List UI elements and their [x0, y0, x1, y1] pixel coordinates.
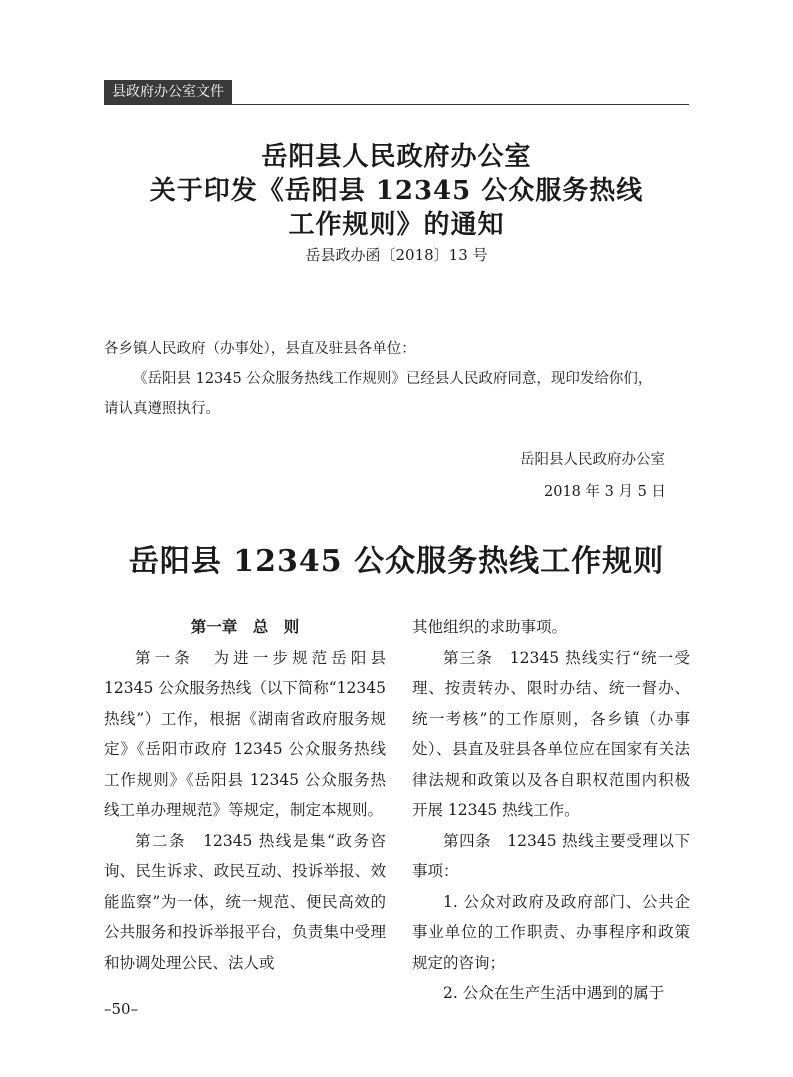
- page-number: –50–: [104, 1000, 139, 1018]
- article-2-continued: 其他组织的求助事项。: [412, 618, 568, 636]
- article-3: 第三条 12345 热线实行“统一受理、按责转办、限时办结、统一督办、统一考核”的工作原则，各乡镇（办事处）、县直及驻县各单位应在国家有关法律法规和政策以及各自职权范围内积极开展 12345 热线工作。: [412, 648, 690, 819]
- notice-title-line-1: 岳阳县人民政府办公室: [261, 142, 532, 172]
- article-4-item-1: 1. 公众对政府及政府部门、公共企事业单位的工作职责、办事程序和政策规定的咨询；: [412, 892, 690, 972]
- article-4: 第四条 12345 热线主要受理以下事项：: [412, 831, 690, 880]
- header-bar: [104, 80, 689, 106]
- article-4-item-2: 2. 公众在生产生活中遇到的属于: [443, 984, 665, 1002]
- document-number: 岳县政办函〔2018〕13 号: [305, 246, 488, 264]
- issue-date: 2018 年 3 月 5 日: [544, 484, 666, 500]
- section-label: 县政府办公室文件: [104, 80, 232, 104]
- rules-left-column: [104, 612, 386, 978]
- notice-title-line-2: 关于印发《岳阳县 12345 公众服务热线: [149, 176, 644, 206]
- rules-right-column: [412, 612, 690, 1009]
- chapter-heading: 第一章 总 则: [190, 617, 300, 636]
- addressee: 各乡镇人民政府（办事处），县直及驻县各单位：: [104, 341, 416, 357]
- article-1: 第一条 为进一步规范岳阳县 12345 公众服务热线（以下简称“12345 热线”）工作，根据《湖南省政府服务规定》《岳阳市政府 12345 公众服务热线工作规则》《岳阳县 12345 公众服务热线工单办理规范》等规定，制定本规则。: [104, 648, 386, 819]
- notice-title-line-3: 工作规则》的通知: [288, 210, 505, 240]
- notice-body-line-2: 请认真遵照执行。: [104, 401, 220, 417]
- signature: 岳阳县人民政府办公室: [520, 452, 665, 468]
- notice-body-line-1: 《岳阳县 12345 公众服务热线工作规则》已经县人民政府同意，现印发给你们，: [133, 371, 653, 387]
- header-rule: [104, 104, 689, 105]
- rules-title: 岳阳县 12345 公众服务热线工作规则: [128, 544, 665, 579]
- article-2: 第二条 12345 热线是集“政务咨询、民生诉求、政民互动、投诉举报、效能监察”为一体，统一规范、便民高效的公共服务和投诉举报平台，负责集中受理和协调处理公民、法人或: [104, 831, 386, 972]
